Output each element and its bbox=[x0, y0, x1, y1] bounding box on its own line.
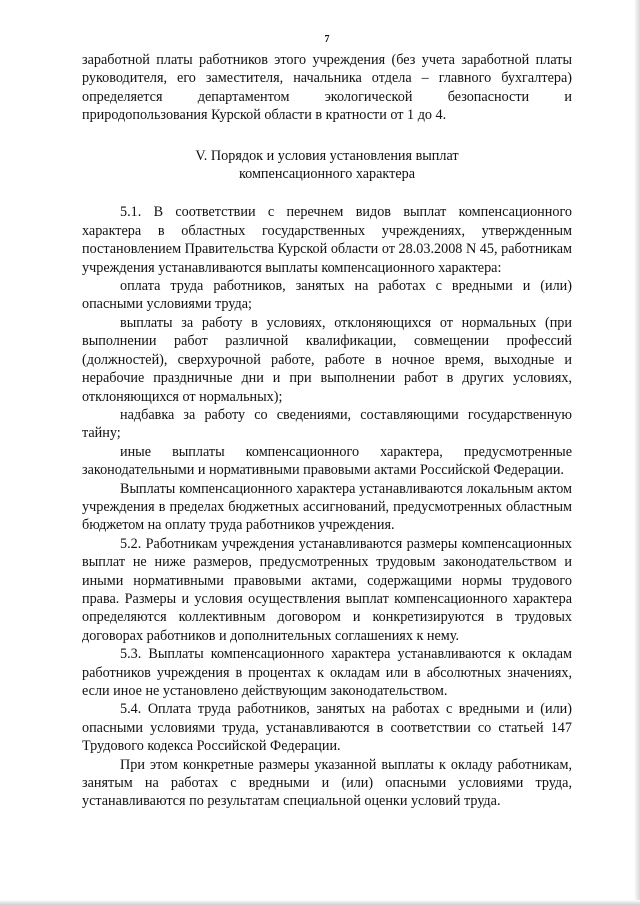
paragraph-5-3: 5.3. Выплаты компенсационного характера устанавливаются к окладам работников учреждения в процентах к окладам или в абсолютных значениях, если иное не установлено действующим законодательством. bbox=[82, 646, 572, 699]
paragraph-specific-sizes: При этом конкретные размеры указанной выплаты к окладу работникам, занятым на работах с вредными и (или) опасными условиями труда, устанавливаются по результатам специальной оценки условий труда. bbox=[82, 756, 572, 810]
intro-paragraph: заработной платы работников этого учреждения (без учета заработной платы руководителя, его заместителя, начальника отдела – главного бухгалтера) определяется департаментом экологической безопасности и природопользования Курской области в кратности от 1 до 4. bbox=[82, 52, 572, 124]
section-title bbox=[82, 147, 572, 184]
paragraph-5-2: 5.2. Работникам учреждения устанавливаются размеры компенсационных выплат не ниже размеров, предусмотренных трудовым законодательством и иными нормативными правовыми актами, содержащими нормы трудового права. Размеры и условия осуществления выплат компенсационного характера определяются коллективным договором и конкретизируются в трудовых договорах работников и дополнительных соглашениях к нему. bbox=[82, 535, 572, 644]
paragraph-local-act: Выплаты компенсационного характера устанавливаются локальным актом учреждения в пределах бюджетных ассигнований, предусмотренных областным бюджетом на оплату труда работников учреждения. bbox=[82, 480, 572, 534]
scan-bottom-shadow bbox=[0, 900, 640, 905]
page-number: 7 bbox=[324, 34, 330, 45]
list-item-hazardous-work: оплата труда работников, занятых на работах с вредными и (или) опасными условиями труда; bbox=[82, 278, 572, 313]
paragraph-5-1: 5.1. В соответствии с перечнем видов выплат компенсационного характера в областных государственных учреждениях, утвержденным постановлением Правительства Курской области от 28.03.2008 N 45, работникам учреждения устанавливаются выплаты компенсационного характера: bbox=[82, 204, 572, 276]
list-item-state-secret-bonus: надбавка за работу со сведениями, составляющими государственную тайну; bbox=[82, 406, 572, 442]
section-title-line-2: компенсационного характера bbox=[238, 166, 416, 183]
section-title-line-1: V. Порядок и условия установления выплат bbox=[195, 147, 459, 164]
list-item-other-payments: иные выплаты компенсационного характера, предусмотренные законодательными и нормативными правовыми актами Российской Федерации. bbox=[82, 443, 572, 479]
scan-edge-shadow bbox=[634, 0, 640, 905]
paragraph-5-4: 5.4. Оплата труда работников, занятых на работах с вредными и (или) опасными условиями труда, устанавливаются в соответствии со статьей 147 Трудового кодекса Российской Федерации. bbox=[82, 701, 572, 755]
list-item-abnormal-conditions: выплаты за работу в условиях, отклоняющихся от нормальных (при выполнении работ различной квалификации, совмещении профессий (должностей), сверхурочной работе, работе в ночное время, выходные и нерабочие праздничные дни и при выполнении работ в других условиях, отклоняющихся от нормальных); bbox=[82, 314, 572, 405]
